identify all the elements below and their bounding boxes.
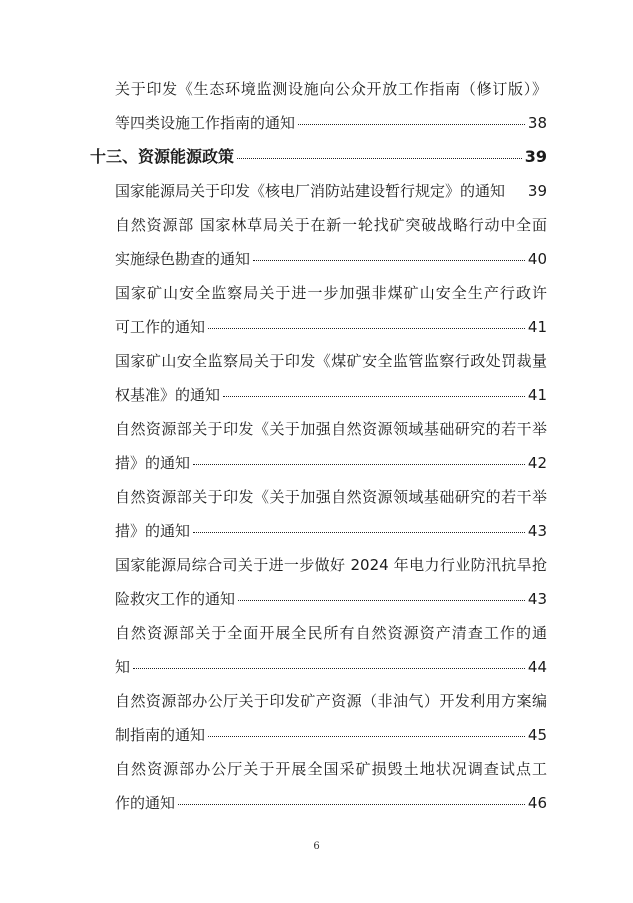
- toc-page-number: 39: [524, 147, 547, 166]
- toc-entry[interactable]: [115, 208, 547, 276]
- dot-leader: [193, 464, 525, 465]
- table-of-contents: [90, 72, 547, 820]
- toc-entry[interactable]: [115, 548, 547, 616]
- toc-entry[interactable]: [115, 276, 547, 344]
- toc-entry-title-line: 权基准》的通知: [115, 386, 221, 404]
- toc-page-number: 44: [527, 658, 547, 676]
- toc-entry-title-line: 措》的通知: [115, 454, 191, 472]
- toc-entry-title-line: 自然资源部关于印发《关于加强自然资源领域基础研究的若干举: [115, 488, 547, 506]
- dot-leader: [253, 260, 525, 261]
- toc-entry-title-line: 作的通知: [115, 794, 176, 812]
- toc-page-number: 43: [527, 590, 547, 608]
- toc-entry[interactable]: [115, 174, 547, 208]
- toc-entry[interactable]: [115, 684, 547, 752]
- toc-entry-title-line: 实施绿色勘查的通知: [115, 250, 251, 268]
- toc-entry-title-line: 国家矿山安全监察局关于进一步加强非煤矿山安全生产行政许: [115, 284, 547, 302]
- toc-entry[interactable]: [115, 480, 547, 548]
- dot-leader: [298, 124, 525, 125]
- section-title: 十三、资源能源政策: [90, 147, 235, 166]
- dot-leader: [193, 532, 525, 533]
- toc-page-number: 46: [527, 794, 547, 812]
- toc-page-number: 42: [527, 454, 547, 472]
- toc-entry[interactable]: [115, 412, 547, 480]
- toc-entry-title-line: 自然资源部关于印发《关于加强自然资源领域基础研究的若干举: [115, 420, 547, 438]
- toc-entry-title-line: 国家能源局综合司关于进一步做好 2024 年电力行业防汛抗旱抢: [115, 556, 547, 574]
- toc-page-number: 39: [527, 182, 547, 200]
- dot-leader: [208, 328, 525, 329]
- toc-page-number: 40: [527, 250, 547, 268]
- dot-leader: [223, 396, 525, 397]
- toc-entry-title-line: 自然资源部办公厅关于印发矿产资源（非油气）开发利用方案编: [115, 692, 547, 710]
- page-number: 6: [313, 841, 320, 852]
- dot-leader: [237, 158, 522, 159]
- dot-leader: [133, 668, 525, 669]
- toc-page-number: 41: [527, 318, 547, 336]
- toc-entry[interactable]: [115, 616, 547, 684]
- toc-page-number: 38: [527, 114, 547, 132]
- dot-leader: [238, 600, 525, 601]
- toc-entry-title-line: 知: [115, 658, 131, 676]
- toc-entry-title-line: 国家矿山安全监察局关于印发《煤矿安全监管监察行政处罚裁量: [115, 352, 547, 370]
- toc-page-number: 41: [527, 386, 547, 404]
- toc-entry-title-line: 制指南的通知: [115, 726, 206, 744]
- dot-leader: [208, 736, 525, 737]
- toc-entry-title-line: 自然资源部办公厅关于开展全国采矿损毁土地状况调查试点工: [115, 760, 547, 778]
- dot-leader: [178, 804, 525, 805]
- toc-entry-title-line: 等四类设施工作指南的通知: [115, 114, 296, 132]
- toc-entry-title-line: 国家能源局关于印发《核电厂消防站建设暂行规定》的通知: [115, 182, 506, 200]
- toc-section-heading[interactable]: [90, 140, 547, 174]
- toc-entry-title-line: 关于印发《生态环境监测设施向公众开放工作指南（修订版）》: [115, 80, 547, 98]
- toc-page-number: 45: [527, 726, 547, 744]
- toc-entry-title-line: 自然资源部 国家林草局关于在新一轮找矿突破战略行动中全面: [115, 216, 547, 234]
- toc-entry[interactable]: [115, 344, 547, 412]
- toc-page-number: 43: [527, 522, 547, 540]
- toc-entry-title-line: 自然资源部关于全面开展全民所有自然资源资产清查工作的通: [115, 624, 547, 642]
- toc-entry[interactable]: [115, 752, 547, 820]
- toc-entry-title-line: 可工作的通知: [115, 318, 206, 336]
- toc-entry-title-line: 险救灾工作的通知: [115, 590, 236, 608]
- toc-entry[interactable]: [115, 72, 547, 140]
- toc-entry-title-line: 措》的通知: [115, 522, 191, 540]
